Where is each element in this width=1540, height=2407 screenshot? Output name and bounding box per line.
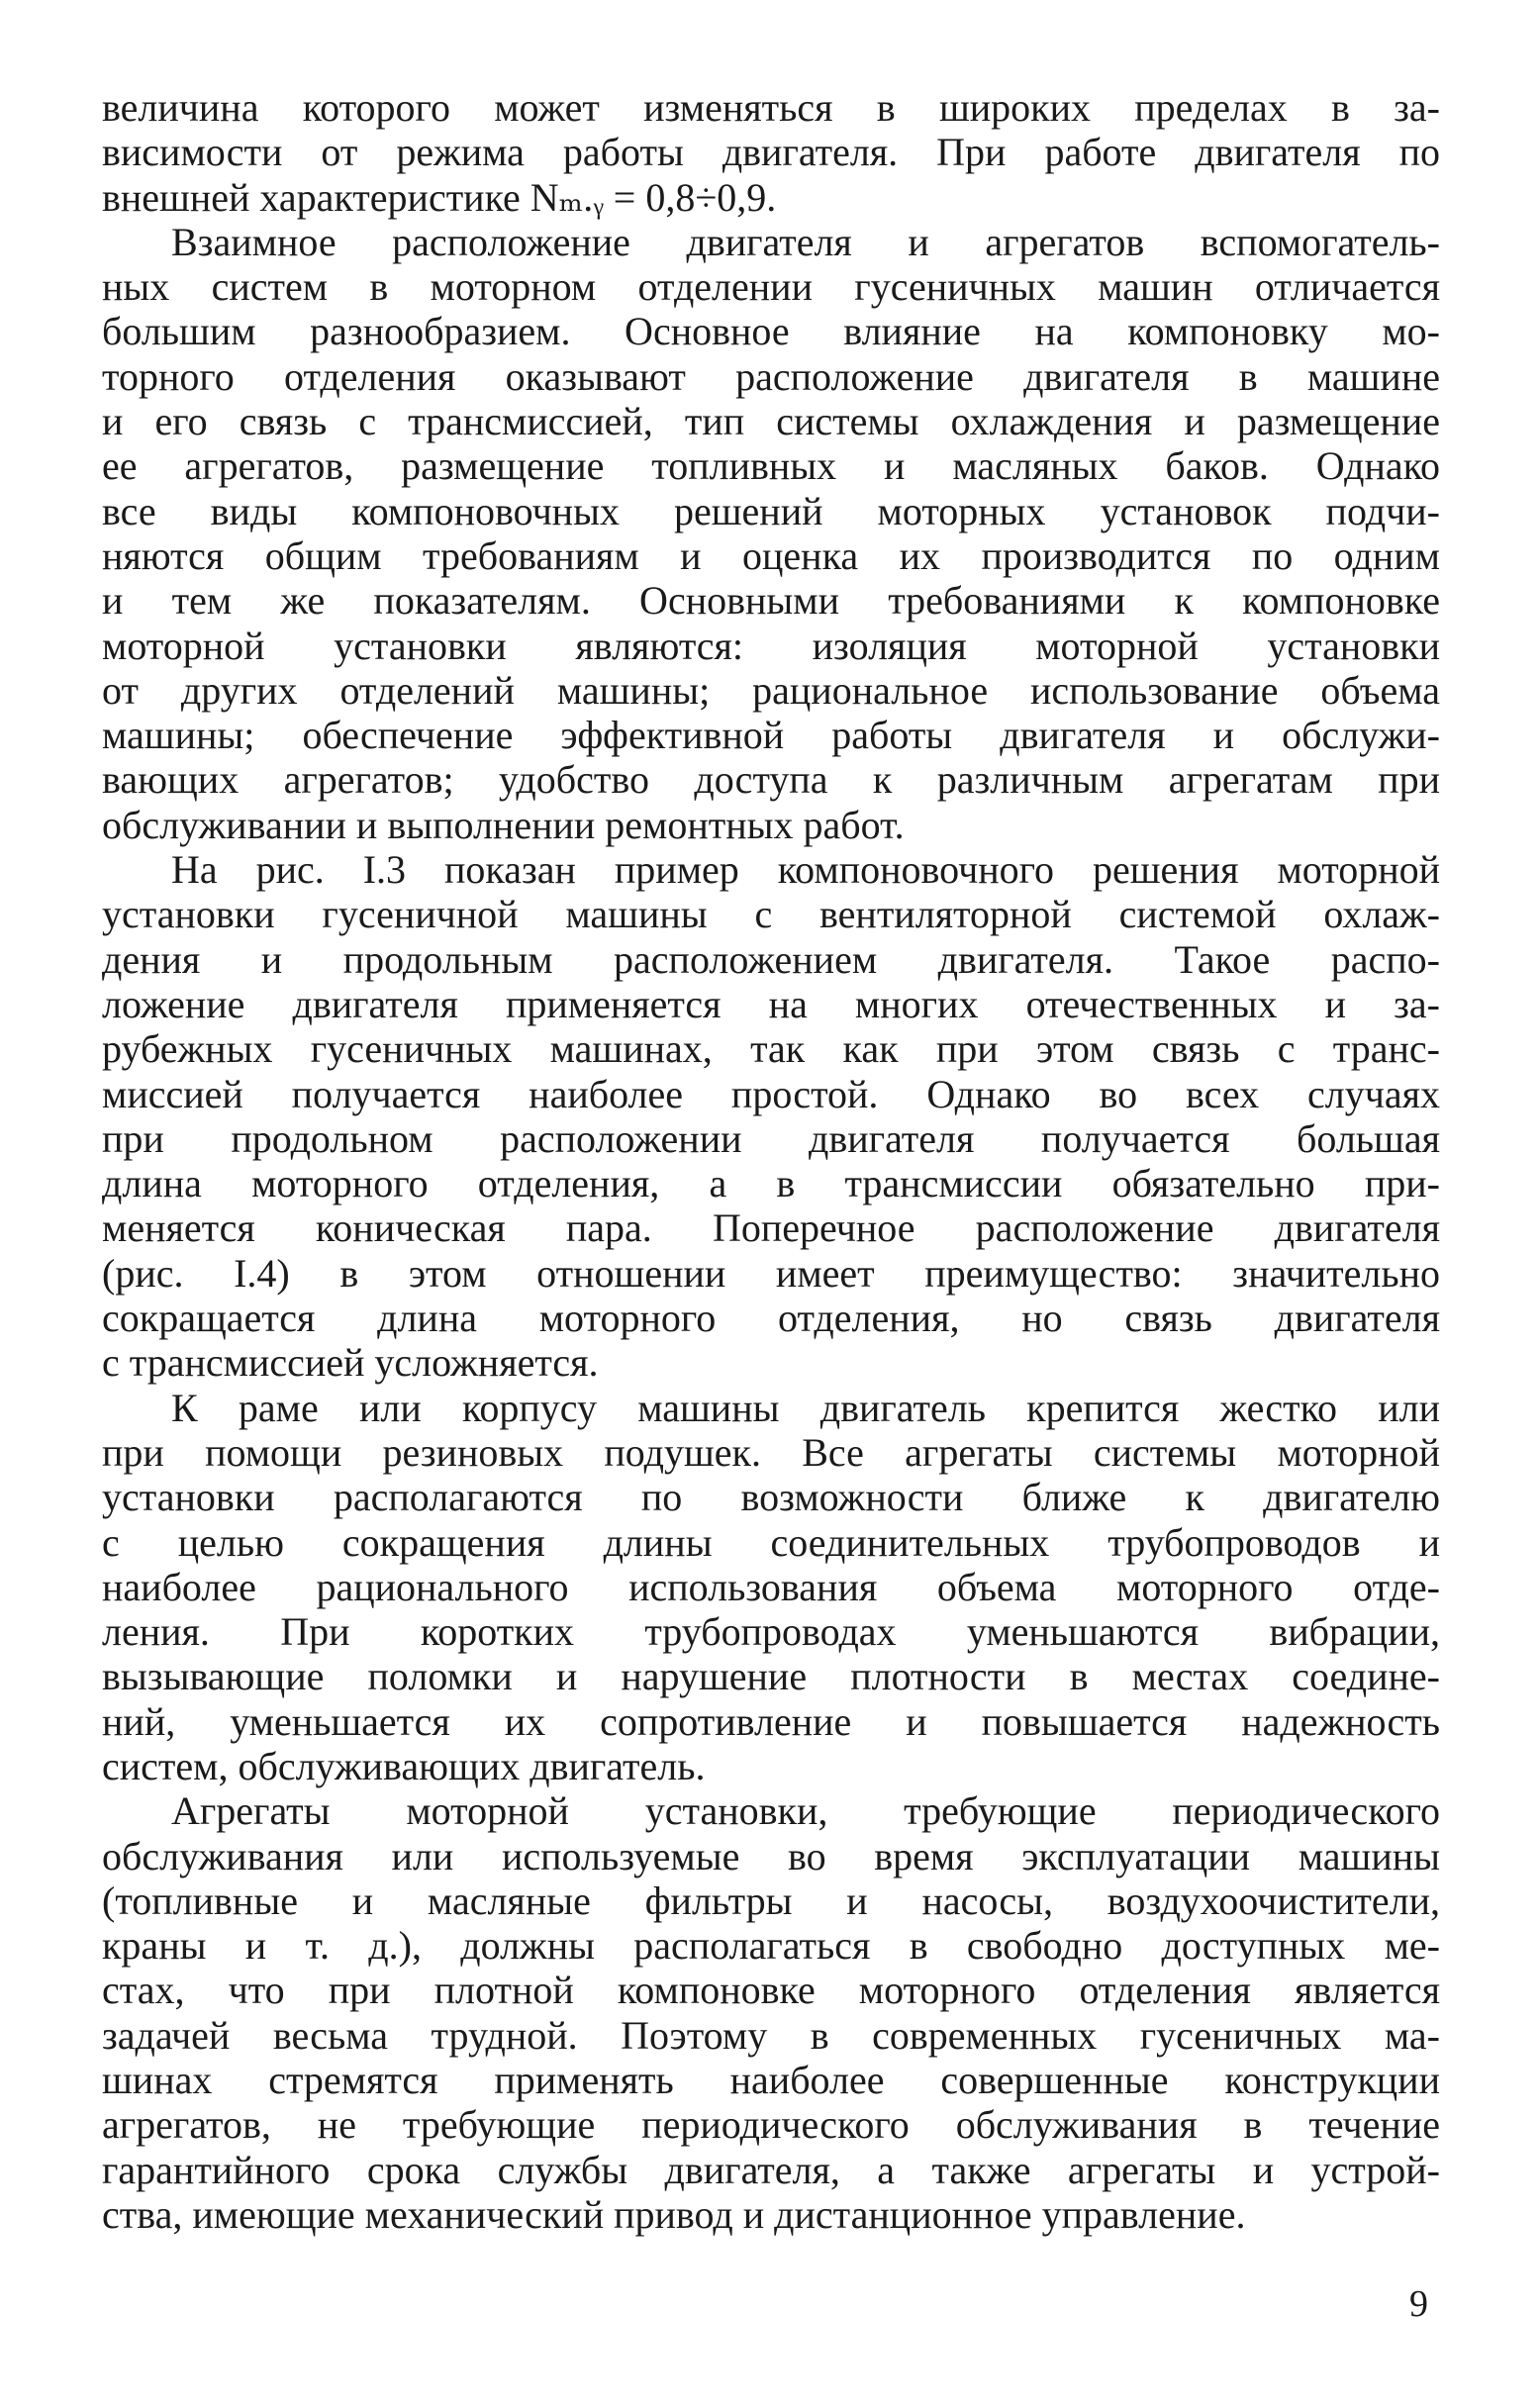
- text-line: шинах стремятся применять наиболее совершенные конструкции: [102, 2058, 1440, 2103]
- text-line: внешней характеристике Nₘ.ᵧ = 0,8÷0,9.: [102, 174, 777, 220]
- text-line: с целью сокращения длины соединительных трубопроводов и: [102, 1519, 1440, 1565]
- text-line: ложение двигателя применяется на многих отечественных и за-: [102, 981, 1440, 1026]
- text-line: (рис. I.4) в этом отношении имеет преимущество: значительно: [102, 1250, 1440, 1296]
- text-line: установки располагаются по возможности ближе к двигателю: [102, 1475, 1440, 1520]
- paragraph-4: [102, 1386, 1440, 1789]
- text-line: меняется коническая пара. Поперечное расположение двигателя: [102, 1205, 1440, 1251]
- text-line: стах, что при плотной компоновке моторного отделения является: [102, 1968, 1440, 2013]
- text-line: при продольном расположении двигателя получается большая: [102, 1115, 1440, 1161]
- text-line: задачей весьма трудной. Поэтому в современных гусеничных ма-: [102, 2012, 1440, 2058]
- text-line: рубежных гусеничных машинах, так как при этом связь с транс-: [102, 1026, 1440, 1072]
- text-line: сокращается длина моторного отделения, но связь двигателя: [102, 1296, 1440, 1341]
- text-line: с трансмиссией усложняется.: [102, 1340, 599, 1386]
- text-line: от других отделений машины; рациональное использование объема: [102, 667, 1440, 713]
- text-line: К раме или корпусу машины двигатель крепится жестко или: [171, 1385, 1440, 1430]
- text-line: краны и т. д.), должны располагаться в свободно доступных ме-: [102, 1923, 1440, 1969]
- text-line: няются общим требованиям и оценка их производится по одним: [102, 532, 1440, 578]
- text-line: (топливные и масляные фильтры и насосы, воздухоочистители,: [102, 1877, 1440, 1923]
- text-line: большим разнообразием. Основное влияние на компоновку мо-: [102, 309, 1440, 354]
- text-line: наиболее рационального использования объема моторного отде-: [102, 1564, 1440, 1609]
- text-line: ний, уменьшается их сопротивление и повышается надежность: [102, 1698, 1440, 1744]
- text-line: вызывающие поломки и нарушение плотности в местах соедине-: [102, 1654, 1440, 1699]
- paragraph-3: [102, 847, 1440, 1386]
- text-line: миссией получается наиболее простой. Однако во всех случаях: [102, 1071, 1440, 1116]
- paragraph-1: [102, 85, 1440, 220]
- text-line: все виды компоновочных решений моторных установок подчи-: [102, 488, 1440, 533]
- text-line: величина которого может изменяться в широких пределах в за-: [102, 85, 1440, 130]
- text-line: и его связь с трансмиссией, тип системы охлаждения и размещение: [102, 399, 1440, 444]
- text-line: ства, имеющие механический привод и дистанционное управление.: [102, 2191, 1246, 2237]
- text-line: ных систем в моторном отделении гусеничных машин отличается: [102, 264, 1440, 310]
- text-line: длина моторного отделения, а в трансмиссии обязательно при-: [102, 1161, 1440, 1206]
- text-line: ее агрегатов, размещение топливных и масляных баков. Однако: [102, 443, 1440, 489]
- text-line: висимости от режима работы двигателя. При работе двигателя по: [102, 130, 1440, 175]
- paragraph-2: [102, 220, 1440, 847]
- text-line: ления. При коротких трубопроводах уменьшаются вибрации,: [102, 1609, 1440, 1655]
- text-line: обслуживании и выполнении ремонтных работ.: [102, 802, 905, 847]
- page-number: 9: [1409, 2283, 1428, 2325]
- page-body: [102, 85, 1440, 2237]
- text-line: Взаимное расположение двигателя и агрегатов вспомогатель-: [171, 219, 1440, 264]
- text-line: торного отделения оказывают расположение двигателя в машине: [102, 353, 1440, 399]
- text-line: при помощи резиновых подушек. Все агрегаты системы моторной: [102, 1429, 1440, 1475]
- text-line: и тем же показателям. Основными требованиями к компоновке: [102, 578, 1440, 624]
- text-line: На рис. I.3 показан пример компоновочного решения моторной: [171, 847, 1440, 893]
- text-line: систем, обслуживающих двигатель.: [102, 1743, 706, 1788]
- text-line: моторной установки являются: изоляция моторной установки: [102, 623, 1440, 668]
- text-line: обслуживания или используемые во время эксплуатации машины: [102, 1833, 1440, 1878]
- text-line: Агрегаты моторной установки, требующие периодического: [171, 1788, 1440, 1834]
- text-line: установки гусеничной машины с вентиляторной системой охлаж-: [102, 892, 1440, 937]
- text-line: машины; обеспечение эффективной работы двигателя и обслужи-: [102, 713, 1440, 758]
- text-line: вающих агрегатов; удобство доступа к различным агрегатам при: [102, 757, 1440, 803]
- paragraph-5: [102, 1788, 1440, 2237]
- text-line: гарантийного срока службы двигателя, а также агрегаты и устрой-: [102, 2147, 1440, 2192]
- text-line: дения и продольным расположением двигателя. Такое распо-: [102, 936, 1440, 982]
- text-line: агрегатов, не требующие периодического обслуживания в течение: [102, 2102, 1440, 2148]
